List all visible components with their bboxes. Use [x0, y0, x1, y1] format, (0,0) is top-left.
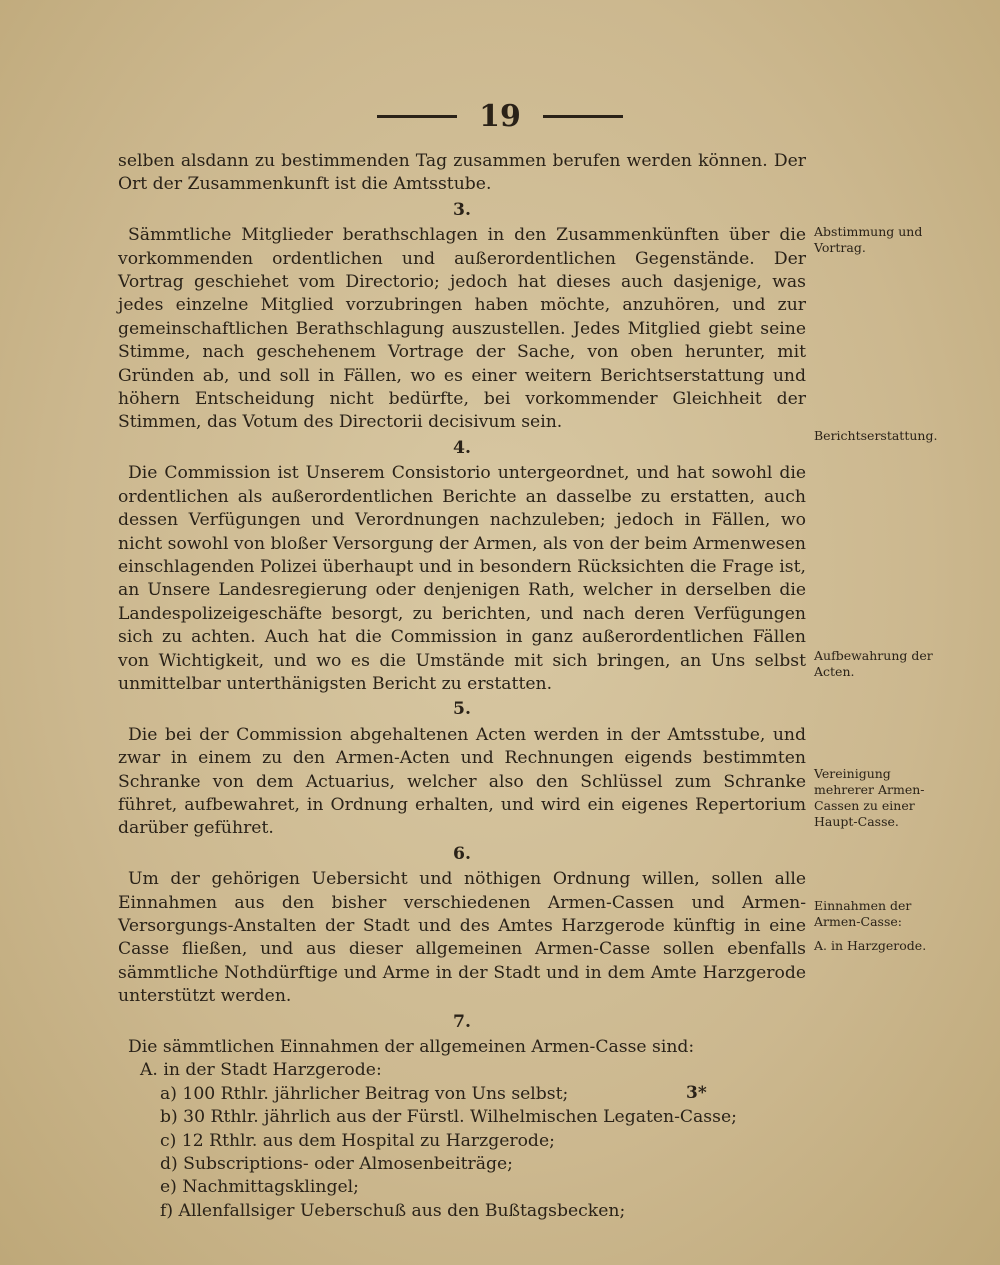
section-number-3: 3. [453, 199, 471, 220]
section-number-7: 7. [453, 1011, 471, 1032]
section-4-text: Die Commission ist Unserem Consistorio untergeordnet, und hat sowohl die ordentlichen als außerordentlichen Berichte an dasselbe zu erstatten, auch dessen Verfügungen und Verordnungen nachzuleben; jedoch in Fällen, wo nicht sowohl von bloßer Versorgung der Armen, als von der beim Armenwesen einschlagenden Polizei überhaupt und in besondern Rücksichten die Frage ist, an Unsere Landesregierung oder denjenigen Rath, welcher in derselben die Landespolizeigeschäfte besorgt, zu berichten, und nach deren Verfügungen sich zu achten. Auch hat die Commission in ganz außerordentlichen Fällen von Wichtigkeit, und wo es die Umstände mit sich bringen, an Uns selbst unmittelbar unterthänigsten Bericht zu erstatten. [118, 463, 806, 694]
section-3-text: Sämmtliche Mitglieder berathschlagen in den Zusammenkünften über die vorkommenden ordentlichen und außerordentlichen Gegenstände. Der Vortrag geschiehet vom Directorio; jedoch hat dieses auch dasjenige, was jedes einzelne Mitglied vorzubringen haben möchte, anzuhören, und zur gemeinschaftlichen Berathschlagung auszustellen. Jedes Mitglied giebt seine Stimme, nach geschehenem Vortrage der Sache, von oben herunter, mit Gründen ab, und soll in Fällen, wo es einer weitern Berichtserstattung und höhern Entscheidung nicht bedürfte, bei vorkommender Gleichheit der Stimmen, das Votum des Directorii decisivum sein. [118, 225, 806, 433]
list-item: c) 12 Rthlr. aus dem Hospital zu Harzgerode; [160, 1130, 555, 1151]
section-number-5: 5. [453, 699, 471, 720]
footer-signature: 3* [686, 1083, 707, 1103]
margin-note-berichtserstattung: Berichtserstattung. [814, 428, 938, 443]
list-item: b) 30 Rthlr. jährlich aus der Fürstl. Wilhelmischen Legaten-Casse; [160, 1107, 737, 1128]
margin-note-aufbewahrung: Aufbewahrung der Acten. [814, 648, 933, 679]
intro-paragraph: selben alsdann zu bestimmenden Tag zusammen berufen werden können. Der Ort der Zusammenkunft ist die Amtsstube. [118, 151, 806, 195]
margin-note-harzgerode: A. in Harzgerode. [814, 938, 927, 953]
margin-note-abstimmung: Abstimmung und Vortrag. [814, 224, 923, 255]
header-rule-left [377, 115, 457, 118]
list-item: a) 100 Rthlr. jährlicher Beitrag von Uns selbst; [160, 1083, 569, 1104]
section-number-4: 4. [453, 437, 471, 458]
section-7-text: Die sämmtlichen Einnahmen der allgemeinen Armen-Casse sind: [128, 1037, 695, 1058]
list-item: d) Subscriptions- oder Almosenbeiträge; [160, 1154, 513, 1175]
section-6-text: Um der gehörigen Uebersicht und nöthigen Ordnung willen, sollen alle Einnahmen aus den bisher verschiedenen Armen-Cassen und Armen-Versorgungs-Anstalten der Stadt und des Amtes Harzgerode künftig in eine Casse fließen, und aus dieser allgemeinen Armen-Casse sollen ebenfalls sämmtliche Nothdürftige und Arme in der Stadt und in dem Amte Harzgerode unterstützt werden. [118, 869, 806, 1007]
page-number: 19 [479, 98, 521, 134]
section-5-text: Die bei der Commission abgehaltenen Acten werden in der Amtsstube, und zwar in einem zu den Armen-Acten und Rechnungen eigends bestimmten Schranke von dem Actuarius, welcher also den Schlüssel zum Schranke führet, aufbewahret, in Ordnung erhalten, und wird ein eigenes Repertorium darüber geführet. [118, 724, 806, 839]
main-text [118, 150, 806, 1223]
page-header [0, 96, 1000, 136]
list-item: e) Nachmittagsklingel; [160, 1177, 359, 1198]
income-subheading: A. in der Stadt Harzgerode: [140, 1060, 382, 1081]
section-number-6: 6. [453, 843, 471, 864]
margin-note-vereinigung: Vereinigung mehrerer Armen-Cassen zu einer Haupt-Casse. [814, 766, 925, 829]
list-item: f) Allenfallsiger Ueberschuß aus den Bußtagsbecken; [160, 1200, 626, 1221]
margin-note-einnahmen: Einnahmen der Armen-Casse: [814, 898, 912, 929]
header-rule-right [543, 115, 623, 118]
